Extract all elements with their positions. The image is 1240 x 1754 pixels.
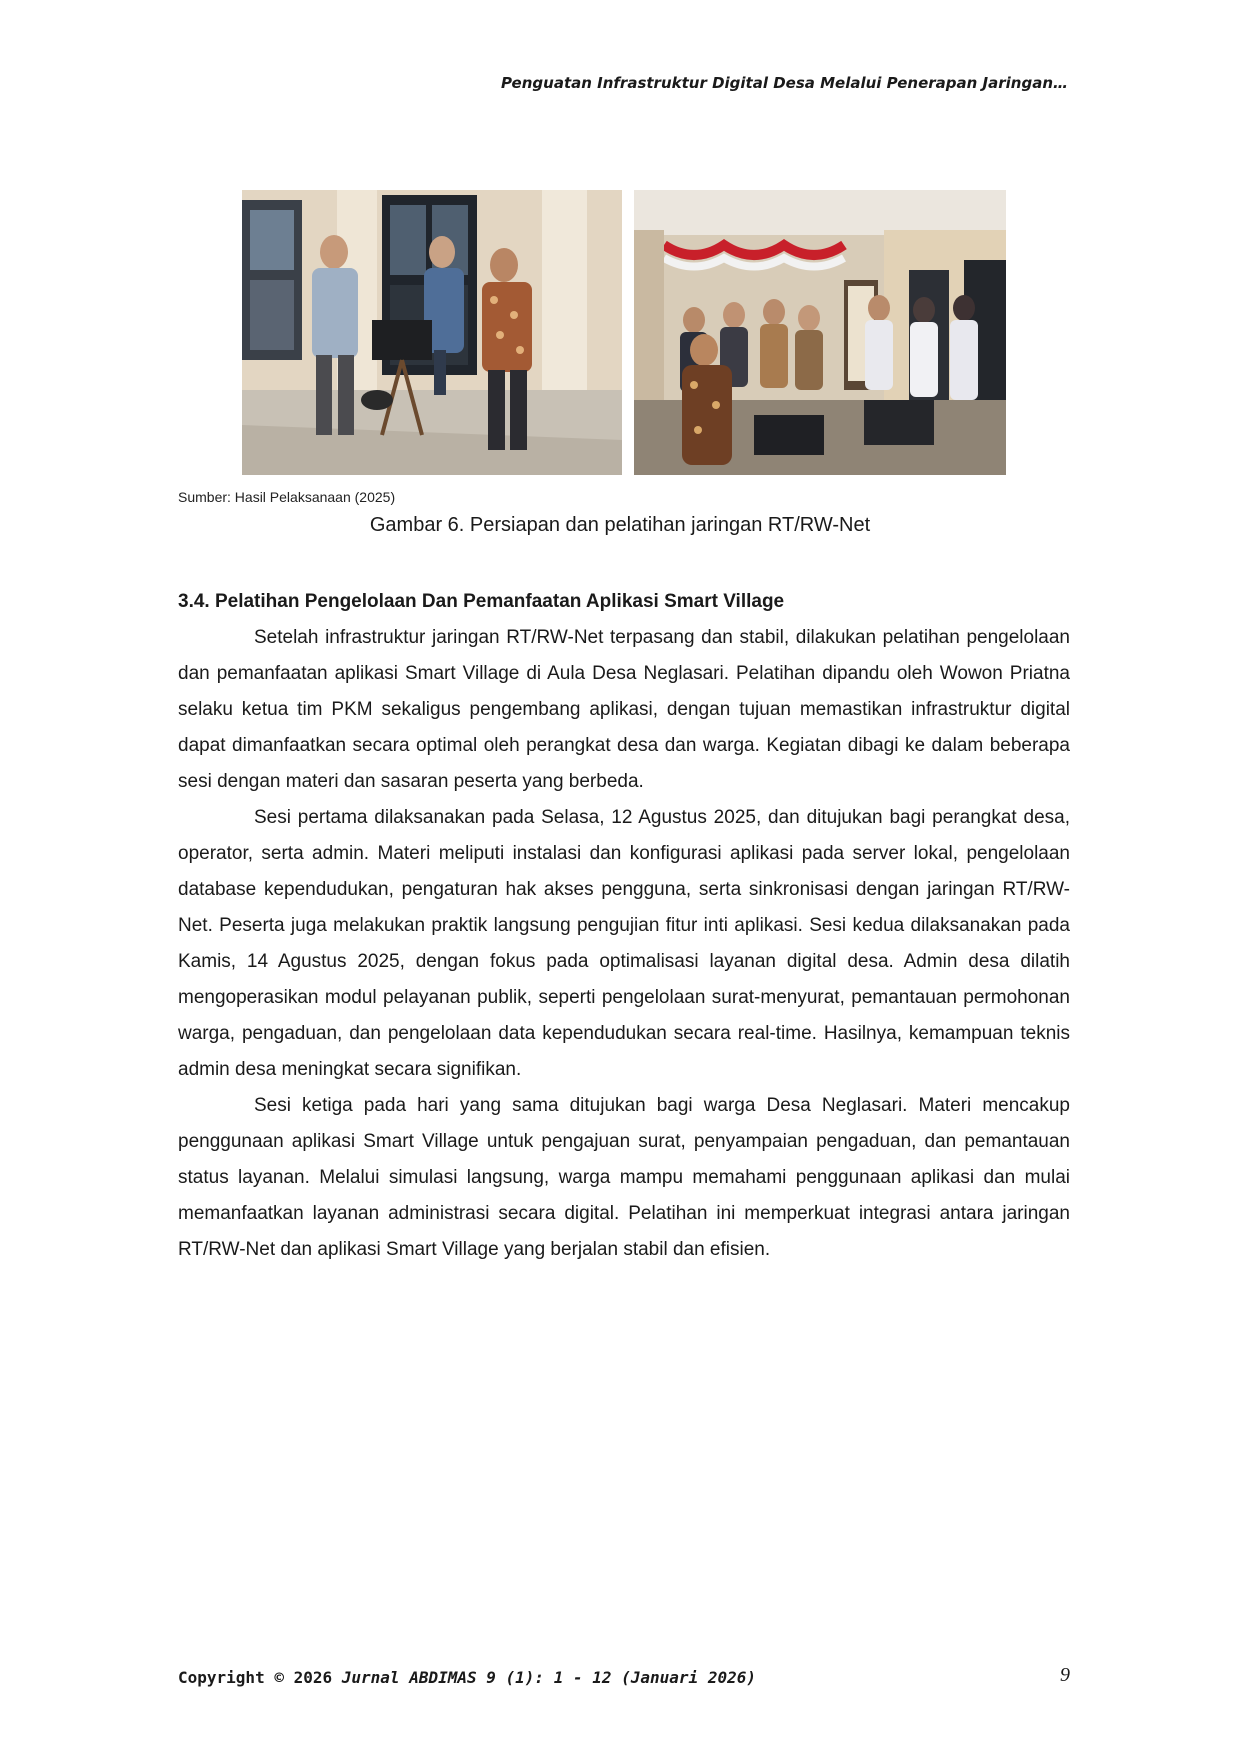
paragraph: Sesi ketiga pada hari yang sama ditujukan bagi warga Desa Neglasari. Materi mencakup penggunaan aplikasi Smart Village untuk pengajuan surat, penyampaian pengaduan, dan pemantauan status layanan. Melalui simulasi langsung, warga mampu memahami penggunaan aplikasi dan mulai memanfaatkan layanan administrasi secara digital. Pelatihan ini memperkuat integrasi antara jaringan RT/RW-Net dan aplikasi Smart Village yang berjalan stabil dan efisien. — [178, 1095, 1070, 1260]
section-body — [178, 620, 1070, 1268]
rt-rw-net-training-crowd-photo — [634, 190, 1006, 475]
paragraph: Setelah infrastruktur jaringan RT/RW-Net terpasang dan stabil, dilakukan pelatihan pengelolaan dan pemanfaatan aplikasi Smart Village di Aula Desa Neglasari. Pelatihan dipandu oleh Wowon Priatna selaku ketua tim PKM sekaligus pengembang aplikasi, dengan tujuan memastikan infrastruktur digital dapat dimanfaatkan secara optimal oleh perangkat desa dan warga. Kegiatan dibagi ke dalam beberapa sesi dengan materi dan sasaran peserta yang berbeda. — [178, 627, 1070, 792]
footer-copyright — [178, 1668, 756, 1687]
section-heading: 3.4. Pelatihan Pengelolaan Dan Pemanfaatan Aplikasi Smart Village — [178, 591, 785, 612]
copyright-prefix: Copyright © 2026 — [178, 1668, 342, 1687]
page-number: 9 — [1060, 1664, 1070, 1686]
figure-caption: Gambar 6. Persiapan dan pelatihan jaringan RT/RW-Net — [369, 514, 871, 536]
network-equipment-preparation-photo — [242, 190, 622, 475]
figure-source: Sumber: Hasil Pelaksanaan (2025) — [178, 489, 396, 505]
journal-citation: Jurnal ABDIMAS 9 (1): 1 - 12 (Januari 2026) — [341, 1668, 756, 1687]
running-header: Penguatan Infrastruktur Digital Desa Melalui Penerapan Jaringan… — [500, 74, 1068, 92]
paragraph: Sesi pertama dilaksanakan pada Selasa, 12 Agustus 2025, dan ditujukan bagi perangkat desa, operator, serta admin. Materi meliputi instalasi dan konfigurasi aplikasi pada server lokal, pengelolaan database kependudukan, pengaturan hak akses pengguna, serta sinkronisasi dengan jaringan RT/RW-Net. Peserta juga melakukan praktik langsung pengujian fitur inti aplikasi. Sesi kedua dilaksanakan pada Kamis, 14 Agustus 2025, dengan fokus pada optimalisasi layanan digital desa. Admin desa dilatih mengoperasikan modul pelayanan publik, seperti pengelolaan surat-menyurat, pemantauan permohonan warga, pengaduan, dan pengelolaan data kependudukan secara real-time. Hasilnya, kemampuan teknis admin desa meningkat secara signifikan. — [178, 807, 1070, 1080]
